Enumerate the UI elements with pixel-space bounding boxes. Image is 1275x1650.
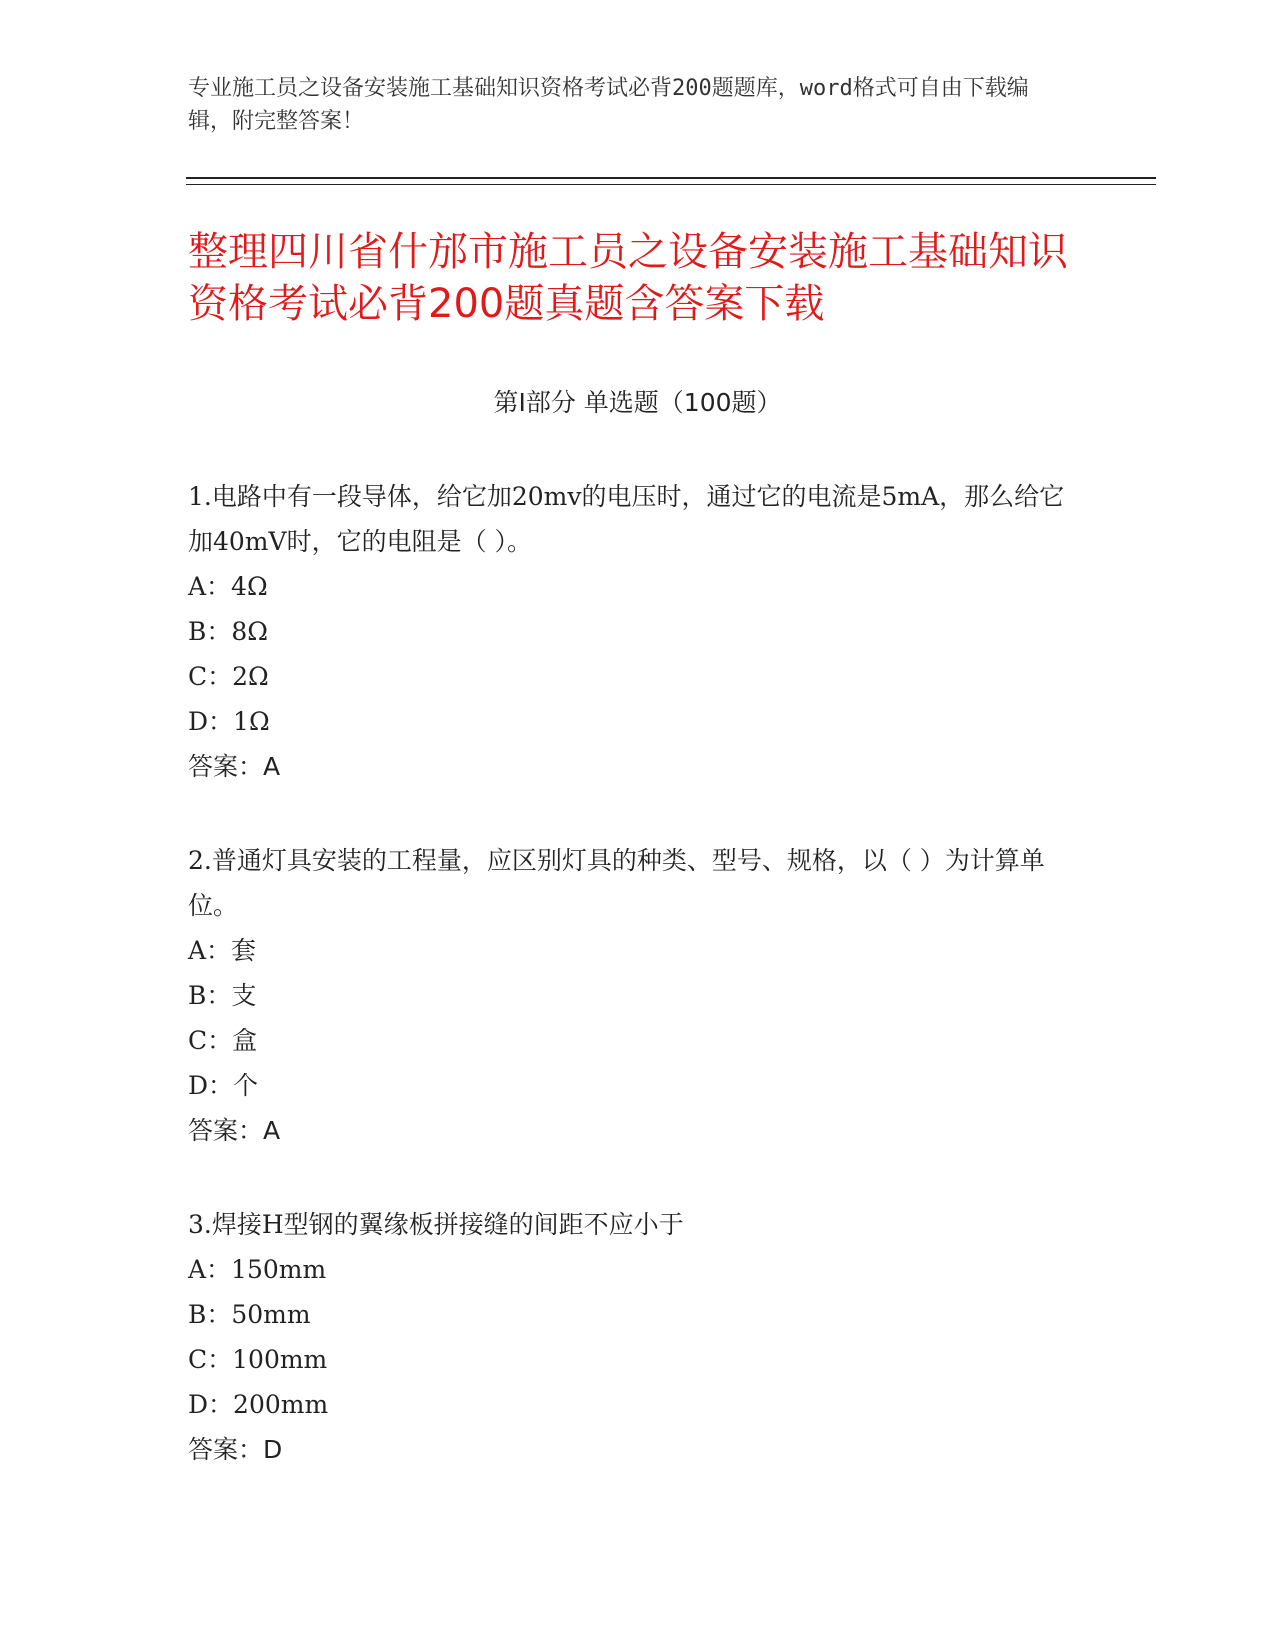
option-c: C：2Ω: [188, 662, 269, 691]
option-d: D：1Ω: [188, 707, 270, 736]
document-title: 整理四川省什邡市施工员之设备安装施工基础知识资格考试必背200题真题含答案下载: [188, 229, 1068, 327]
option-a: A：4Ω: [188, 572, 268, 601]
option-b: B：50mm: [188, 1300, 311, 1329]
option-a: A：150mm: [188, 1255, 327, 1284]
question-stem: 1.电路中有一段导体，给它加20mv的电压时，通过它的电流是5mA，那么给它加40mV时，它的电阻是（ ）。: [188, 482, 1065, 556]
option-c: C：盒: [188, 1026, 258, 1055]
answer: 答案：A: [188, 752, 281, 781]
question-stem: 2.普通灯具安装的工程量，应区别灯具的种类、型号、规格，以（ ）为计算单位。: [188, 846, 1045, 920]
header-rule-thin: [186, 184, 1156, 185]
option-d: D：个: [188, 1071, 259, 1100]
section-heading: 第Ⅰ部分 单选题（100题）: [493, 388, 782, 417]
answer: 答案：D: [188, 1435, 283, 1464]
answer: 答案：A: [188, 1116, 281, 1145]
option-b: B：支: [188, 981, 257, 1010]
question-stem: 3.焊接H型钢的翼缘板拼接缝的间距不应小于: [188, 1210, 684, 1239]
option-a: A：套: [188, 936, 257, 965]
option-c: C：100mm: [188, 1345, 328, 1374]
question-2: [188, 838, 1088, 1153]
question-1: [188, 474, 1088, 789]
header-note: 专业施工员之设备安装施工基础知识资格考试必背200题题库，word格式可自由下载编辑，附完整答案！: [188, 76, 1029, 134]
question-3: [188, 1202, 1088, 1472]
option-d: D：200mm: [188, 1390, 329, 1419]
option-b: B：8Ω: [188, 617, 269, 646]
header-rule-thick: [186, 177, 1156, 179]
